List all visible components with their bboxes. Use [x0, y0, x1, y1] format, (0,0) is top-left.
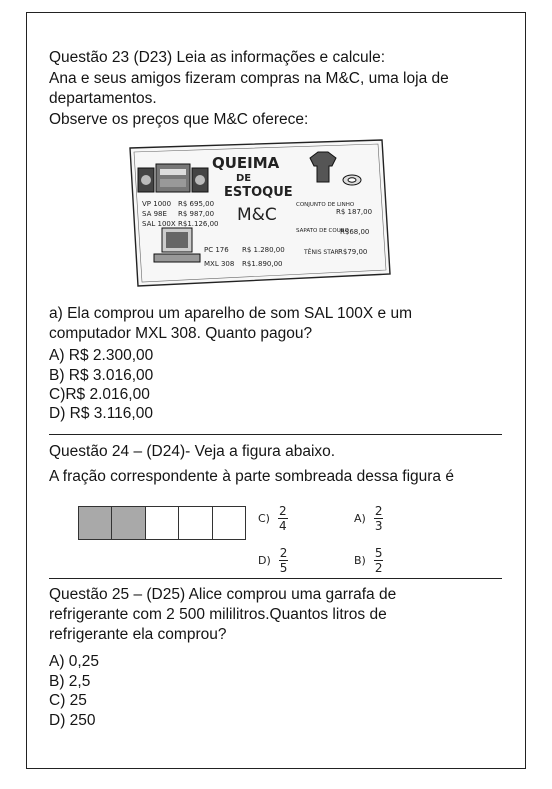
q23a-line1: a) Ela comprou um aparelho de som SAL 100X e um	[49, 305, 413, 322]
q23-title: Questão 23 (D23) Leia as informações e calcule:	[49, 49, 386, 66]
flyer-headline-3: ESTOQUE	[224, 185, 293, 200]
shoe-icon	[343, 175, 361, 185]
empty-cell	[146, 507, 179, 539]
section-divider	[49, 578, 502, 579]
flyer-item-price: R$68,00	[340, 228, 370, 236]
shaded-cell	[79, 507, 112, 539]
fraction: $\frac{2}{4}$	[278, 504, 287, 533]
flyer-headline-1: QUEIMA	[212, 154, 280, 172]
q23-text-line2: Ana e seus amigos fizeram compras na M&C, uma loja de	[49, 70, 449, 87]
flyer-item-name: SAL 100X	[142, 220, 176, 228]
option-letter: D)	[258, 554, 271, 567]
option-letter: C)	[258, 512, 270, 525]
q24-option-c[interactable]	[258, 505, 288, 532]
flyer-item-price: R$1.126,00	[178, 220, 219, 228]
q25-option-b[interactable]: B) 2,5	[49, 673, 91, 690]
fraction-bar-figure	[78, 506, 246, 540]
flyer-item-name: PC 176	[204, 246, 229, 254]
option-letter: B)	[354, 554, 366, 567]
q24-option-b[interactable]	[354, 547, 383, 574]
flyer-item-name: TÊNIS STAR	[304, 249, 339, 256]
q24-option-a[interactable]	[354, 505, 383, 532]
q23-text-line4: Observe os preços que M&C oferece:	[49, 111, 309, 128]
q25-line2: refrigerante com 2 500 mililitros.Quantos litros de	[49, 606, 387, 623]
q23-option-b[interactable]: B) R$ 3.016,00	[49, 367, 154, 384]
fraction: $\frac{2}{5}$	[279, 546, 288, 575]
q25-option-a[interactable]: A) 0,25	[49, 653, 99, 670]
flyer-item-price: R$ 987,00	[178, 210, 215, 218]
q25-option-d[interactable]: D) 250	[49, 712, 96, 729]
flyer-item-price: R$1.890,00	[242, 260, 283, 268]
q25-option-c[interactable]: C) 25	[49, 692, 87, 709]
stereo-icon	[138, 164, 208, 192]
flyer-item-name: CONJUNTO DE LINHO	[296, 202, 355, 208]
store-flyer-illustration	[124, 138, 392, 288]
fraction: $\frac{5}{2}$	[374, 546, 383, 575]
flyer-item-price: R$ 187,00	[336, 208, 373, 216]
q23-option-c[interactable]: C)R$ 2.016,00	[49, 386, 150, 403]
shaded-cell	[112, 507, 145, 539]
q24-title: Questão 24 – (D24)- Veja a figura abaixo.	[49, 443, 336, 460]
flyer-item-name: MXL 308	[204, 260, 235, 268]
flyer-logo: M&C	[237, 205, 277, 225]
q25-line1: Questão 25 – (D25) Alice comprou uma garrafa de	[49, 586, 397, 603]
empty-cell	[213, 507, 245, 539]
flyer-item-name: SAPATO DE COURO	[296, 228, 349, 234]
q24-option-d[interactable]	[258, 547, 288, 574]
flyer-item-price: R$79,00	[338, 248, 368, 256]
q24-prompt: A fração correspondente à parte sombreada dessa figura é	[49, 468, 454, 485]
flyer-item-price: R$ 695,00	[178, 200, 215, 208]
flyer-headline-2: DE	[236, 173, 252, 184]
fraction: $\frac{2}{3}$	[374, 504, 383, 533]
section-divider	[49, 434, 502, 435]
option-letter: A)	[354, 512, 366, 525]
flyer-item-price: R$ 1.280,00	[242, 246, 285, 254]
empty-cell	[179, 507, 212, 539]
q23a-line2: computador MXL 308. Quanto pagou?	[49, 325, 313, 342]
q23-option-a[interactable]: A) R$ 2.300,00	[49, 347, 154, 364]
flyer-item-name: SA 98E	[142, 210, 167, 218]
q23-text-line3: departamentos.	[49, 90, 157, 107]
q25-line3: refrigerante ela comprou?	[49, 626, 227, 643]
q23-option-d[interactable]: D) R$ 3.116,00	[49, 405, 153, 422]
flyer-item-name: VP 1000	[142, 200, 172, 208]
